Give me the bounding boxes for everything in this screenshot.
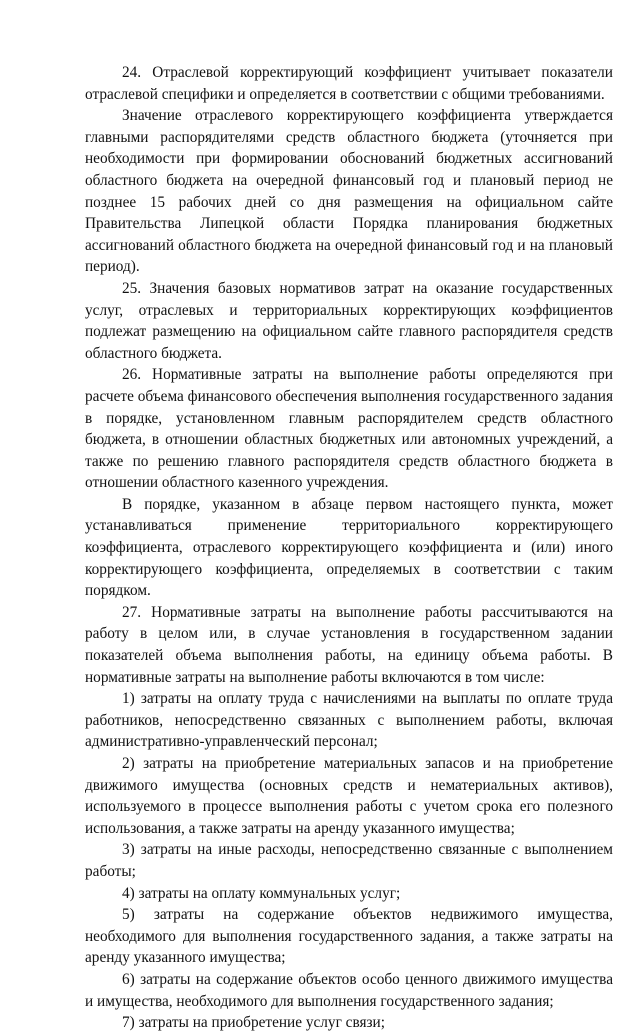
text-line: 27. Нормативные затраты на выполнение работы рассчитываются на bbox=[122, 603, 613, 621]
text-line: главными распорядителями средств областного бюджета (уточняется при bbox=[85, 128, 613, 146]
text-line: В порядке, указанном в абзаце первом настоящего пункта, может bbox=[122, 495, 613, 513]
text-line: показателей объема выполнения работы, на единицу объема работы. В bbox=[85, 647, 613, 665]
paragraph-p26-order bbox=[85, 494, 613, 602]
text-line: работников, непосредственно связанных с выполнением работы, включая bbox=[85, 711, 613, 729]
text-line: 26. Нормативные затраты на выполнение работы определяются при bbox=[122, 366, 613, 384]
document-page bbox=[85, 62, 613, 1034]
text-line: и имущества, необходимого для выполнения государственного задания; bbox=[85, 992, 554, 1010]
paragraph-p25 bbox=[85, 278, 613, 364]
paragraph-item5 bbox=[85, 904, 613, 969]
paragraph-item1 bbox=[85, 688, 613, 753]
text-line: корректирующего коэффициента, определяемых в соответствии с таким bbox=[85, 560, 613, 578]
text-line: позднее 15 рабочих дней со дня размещения на официальном сайте bbox=[85, 193, 613, 211]
text-line: аренду указанного имущества; bbox=[85, 949, 286, 967]
paragraph-item2 bbox=[85, 753, 613, 839]
text-line: Правительства Липецкой области Порядка планирования бюджетных bbox=[85, 215, 613, 233]
text-line: Значение отраслевого корректирующего коэффициента утверждается bbox=[122, 107, 613, 125]
text-line: порядком. bbox=[85, 582, 151, 600]
text-line: 3) затраты на иные расходы, непосредственно связанные с выполнением bbox=[122, 841, 613, 859]
text-line: областного бюджета. bbox=[85, 344, 223, 362]
paragraph-p27 bbox=[85, 602, 613, 688]
text-line: работу в целом или, в случае установления в государственном задании bbox=[85, 625, 613, 643]
text-line: расчете объема финансового обеспечения выполнения государственного задания bbox=[85, 387, 613, 405]
paragraph-item7 bbox=[85, 1012, 613, 1034]
text-line: административно-управленческий персонал; bbox=[85, 733, 378, 751]
text-line: 5) затраты на содержание объектов недвижимого имущества, bbox=[122, 906, 613, 924]
text-line: также по решению главного распорядителя средств областного бюджета в bbox=[85, 452, 613, 470]
text-line: областного бюджета на очередной финансовый год и плановый период не bbox=[85, 171, 613, 189]
text-line: услуг, отраслевых и территориальных корректирующих коэффициентов bbox=[85, 301, 613, 319]
text-line: бюджета, в отношении областных бюджетных или автономных учреждений, а bbox=[85, 431, 613, 449]
text-line: 6) затраты на содержание объектов особо ценного движимого имущества bbox=[122, 970, 613, 988]
paragraph-item6 bbox=[85, 969, 613, 1012]
text-line: работы; bbox=[85, 862, 136, 880]
paragraph-item4 bbox=[85, 883, 613, 905]
text-line: движимого имущества (основных средств и нематериальных активов), bbox=[85, 776, 613, 794]
text-line: отраслевой специфики и определяется в соответствии с общими требованиями. bbox=[85, 85, 605, 103]
text-line: необходимого для выполнения государственного задания, а также затраты на bbox=[85, 927, 613, 945]
text-line: 1) затраты на оплату труда с начислениями на выплаты по оплате труда bbox=[122, 690, 613, 708]
text-line: нормативные затраты на выполнение работы включаются в том числе: bbox=[85, 668, 545, 686]
text-line: в порядке, установленном главным распорядителем средств областного bbox=[85, 409, 613, 427]
text-line: 2) затраты на приобретение материальных запасов и на приобретение bbox=[122, 755, 613, 772]
paragraph-item3 bbox=[85, 839, 613, 882]
text-line: период). bbox=[85, 258, 140, 276]
text-line: 4) затраты на оплату коммунальных услуг; bbox=[122, 884, 401, 902]
text-line: подлежат размещению на официальном сайте главного распорядителя средств bbox=[85, 323, 613, 341]
paragraph-p24-value bbox=[85, 105, 613, 278]
text-line: ассигнований областного бюджета на очередной финансовый год и на плановый bbox=[85, 236, 613, 254]
paragraph-p24 bbox=[85, 62, 613, 105]
text-line: 25. Значения базовых нормативов затрат на оказание государственных bbox=[122, 279, 613, 297]
text-line: 7) затраты на приобретение услуг связи; bbox=[122, 1014, 385, 1032]
text-line: устанавливаться применение территориального корректирующего bbox=[85, 517, 613, 535]
text-line: используемого в процессе выполнения работы с учетом срока его полезного bbox=[85, 798, 613, 816]
text-line: коэффициента, отраслевого корректирующего коэффициента и (или) иного bbox=[85, 539, 613, 557]
text-line: использования, а также затраты на аренду указанного имущества; bbox=[85, 819, 515, 837]
text-line: 24. Отраслевой корректирующий коэффициент учитывает показатели bbox=[122, 64, 613, 81]
text-line: отношении областного казенного учреждения. bbox=[85, 474, 389, 492]
text-line: необходимости при формировании обоснований бюджетных ассигнований bbox=[85, 150, 613, 168]
paragraph-p26 bbox=[85, 364, 613, 494]
